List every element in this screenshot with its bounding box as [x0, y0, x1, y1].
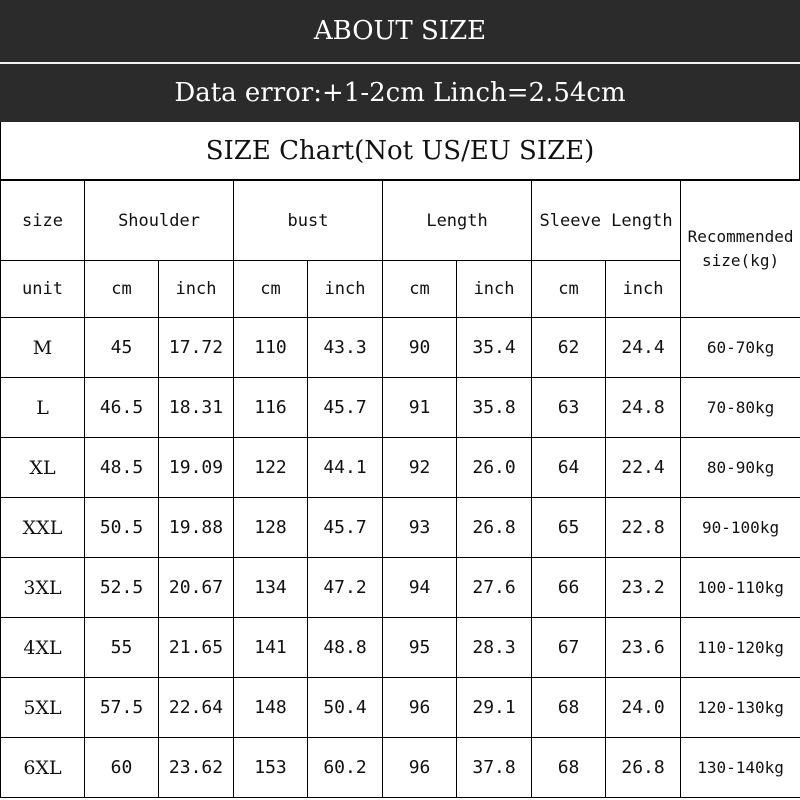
- length-cm-cell: 94: [383, 558, 457, 618]
- bust-inch-cell: 45.7: [308, 378, 383, 438]
- sleeve-cm-cell: 67: [532, 618, 606, 678]
- table-row: [1, 678, 800, 738]
- shoulder-inch-cell: 21.65: [159, 618, 234, 678]
- recommended-size-cell: 90-100kg: [681, 498, 800, 558]
- shoulder-cm-cell: 48.5: [85, 438, 159, 498]
- bust-cm-cell: 116: [234, 378, 308, 438]
- shoulder-inch-cell: 18.31: [159, 378, 234, 438]
- size-chart-title: [0, 122, 800, 180]
- bust-inch-unit: inch: [308, 261, 383, 318]
- col-shoulder-header: Shoulder: [85, 181, 234, 261]
- size-table: [0, 180, 800, 798]
- recommended-size-cell: 100-110kg: [681, 558, 800, 618]
- sleeve-cm-cell: 66: [532, 558, 606, 618]
- bust-inch-cell: 43.3: [308, 318, 383, 378]
- sleeve-inch-cell: 24.4: [606, 318, 681, 378]
- sleeve-inch-cell: 22.8: [606, 498, 681, 558]
- bust-cm-cell: 134: [234, 558, 308, 618]
- shoulder-inch-cell: 17.72: [159, 318, 234, 378]
- table-row: [1, 438, 800, 498]
- sleeve-inch-cell: 26.8: [606, 738, 681, 798]
- table-row: [1, 498, 800, 558]
- shoulder-inch-cell: 23.62: [159, 738, 234, 798]
- bust-cm-cell: 122: [234, 438, 308, 498]
- col-size-header: size: [1, 181, 85, 261]
- bust-inch-cell: 44.1: [308, 438, 383, 498]
- size-cell: 3XL: [1, 558, 85, 618]
- length-inch-cell: 27.6: [457, 558, 532, 618]
- sleeve-cm-unit: cm: [532, 261, 606, 318]
- size-cell: M: [1, 318, 85, 378]
- bust-inch-cell: 50.4: [308, 678, 383, 738]
- length-inch-cell: 35.8: [457, 378, 532, 438]
- shoulder-inch-unit: inch: [159, 261, 234, 318]
- sleeve-cm-cell: 65: [532, 498, 606, 558]
- bust-inch-cell: 47.2: [308, 558, 383, 618]
- table-row: [1, 618, 800, 678]
- shoulder-cm-cell: 52.5: [85, 558, 159, 618]
- size-cell: 5XL: [1, 678, 85, 738]
- length-inch-cell: 37.8: [457, 738, 532, 798]
- sleeve-cm-cell: 68: [532, 738, 606, 798]
- shoulder-cm-cell: 46.5: [85, 378, 159, 438]
- sleeve-inch-cell: 22.4: [606, 438, 681, 498]
- length-inch-cell: 28.3: [457, 618, 532, 678]
- sleeve-inch-cell: 23.2: [606, 558, 681, 618]
- shoulder-cm-cell: 60: [85, 738, 159, 798]
- length-inch-unit: inch: [457, 261, 532, 318]
- bust-cm-cell: 128: [234, 498, 308, 558]
- length-inch-cell: 35.4: [457, 318, 532, 378]
- col-length-header: Length: [383, 181, 532, 261]
- length-inch-cell: 29.1: [457, 678, 532, 738]
- bust-cm-unit: cm: [234, 261, 308, 318]
- recommended-size-cell: 60-70kg: [681, 318, 800, 378]
- sleeve-inch-cell: 24.8: [606, 378, 681, 438]
- shoulder-cm-unit: cm: [85, 261, 159, 318]
- size-cell: XXL: [1, 498, 85, 558]
- sleeve-cm-cell: 63: [532, 378, 606, 438]
- bust-cm-cell: 148: [234, 678, 308, 738]
- length-inch-cell: 26.8: [457, 498, 532, 558]
- recommended-size-cell: 80-90kg: [681, 438, 800, 498]
- sleeve-inch-unit: inch: [606, 261, 681, 318]
- sleeve-inch-cell: 23.6: [606, 618, 681, 678]
- data-error-note: Data error:+1-2cm Linch=2.54cm: [174, 78, 626, 108]
- recommended-size-cell: 120-130kg: [681, 678, 800, 738]
- about-size-title: ABOUT SIZE: [313, 16, 487, 46]
- table-row: [1, 378, 800, 438]
- sleeve-inch-cell: 24.0: [606, 678, 681, 738]
- shoulder-cm-cell: 55: [85, 618, 159, 678]
- table-row: [1, 318, 800, 378]
- size-chart-title-text: SIZE Chart(Not US/EU SIZE): [205, 135, 595, 166]
- recommended-size-cell: 130-140kg: [681, 738, 800, 798]
- table-row: [1, 558, 800, 618]
- size-cell: 4XL: [1, 618, 85, 678]
- shoulder-inch-cell: 19.88: [159, 498, 234, 558]
- shoulder-inch-cell: 20.67: [159, 558, 234, 618]
- sleeve-cm-cell: 64: [532, 438, 606, 498]
- length-cm-cell: 92: [383, 438, 457, 498]
- size-cell: 6XL: [1, 738, 85, 798]
- bust-cm-cell: 141: [234, 618, 308, 678]
- header-row: [1, 181, 800, 261]
- length-cm-cell: 95: [383, 618, 457, 678]
- length-cm-cell: 90: [383, 318, 457, 378]
- length-cm-cell: 96: [383, 678, 457, 738]
- shoulder-inch-cell: 22.64: [159, 678, 234, 738]
- shoulder-cm-cell: 50.5: [85, 498, 159, 558]
- table-row: [1, 738, 800, 798]
- col-bust-header: bust: [234, 181, 383, 261]
- recommended-size-cell: 110-120kg: [681, 618, 800, 678]
- bust-inch-cell: 48.8: [308, 618, 383, 678]
- about-size-banner: [0, 0, 800, 64]
- bust-inch-cell: 60.2: [308, 738, 383, 798]
- size-cell: XL: [1, 438, 85, 498]
- length-cm-cell: 96: [383, 738, 457, 798]
- length-cm-cell: 93: [383, 498, 457, 558]
- length-inch-cell: 26.0: [457, 438, 532, 498]
- bust-cm-cell: 110: [234, 318, 308, 378]
- length-cm-unit: cm: [383, 261, 457, 318]
- recommended-size-cell: 70-80kg: [681, 378, 800, 438]
- size-cell: L: [1, 378, 85, 438]
- shoulder-cm-cell: 45: [85, 318, 159, 378]
- sleeve-cm-cell: 68: [532, 678, 606, 738]
- data-error-banner: [0, 64, 800, 122]
- length-cm-cell: 91: [383, 378, 457, 438]
- col-sleeve-length-header: Sleeve Length: [532, 181, 681, 261]
- bust-cm-cell: 153: [234, 738, 308, 798]
- shoulder-inch-cell: 19.09: [159, 438, 234, 498]
- unit-label: unit: [1, 261, 85, 318]
- shoulder-cm-cell: 57.5: [85, 678, 159, 738]
- sleeve-cm-cell: 62: [532, 318, 606, 378]
- bust-inch-cell: 45.7: [308, 498, 383, 558]
- col-recommended-header: Recommended size(kg): [681, 181, 800, 318]
- unit-row: [1, 261, 800, 318]
